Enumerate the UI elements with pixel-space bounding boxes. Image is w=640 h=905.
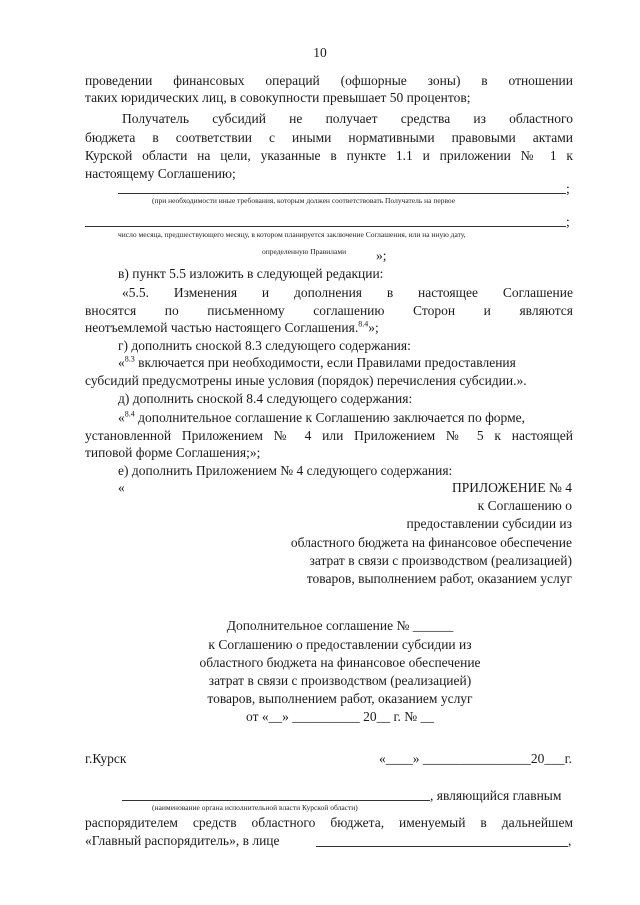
city-label: г.Курск — [85, 751, 127, 766]
text-line: в) пункт 5.5 изложить в следующей редакции: — [118, 266, 384, 281]
text-line: установленной Приложением № 4 или Приложением № 5 к настоящей — [85, 428, 573, 443]
blank-line — [316, 846, 568, 847]
doc-title-line: областного бюджета на финансовое обеспечение — [199, 655, 481, 670]
text-line: «$^{8.4}$ дополнительное соглашение к Соглашению заключается по форме, — [118, 409, 526, 425]
appendix-line: областного бюджета на финансовое обеспечение — [290, 535, 572, 550]
text-line: Курской области на цели, указанные в пункте 1.1 и приложении № 1 к — [85, 148, 573, 163]
text-line: «5.5. Изменения и дополнения в настоящее Соглашение — [122, 285, 573, 300]
text-line: , являющийся главным — [430, 788, 562, 803]
text-line: е) дополнить Приложением № 4 следующего содержания: — [118, 463, 453, 478]
doc-title-line: к Соглашению о предоставлении субсидии из — [208, 637, 472, 652]
text-line: г) дополнить сноской 8.3 следующего содержания: — [118, 338, 411, 353]
text-line: Получатель субсидий не получает средства из областного — [122, 111, 573, 126]
text-line: бюджета в соответствии с иными нормативными правовыми актами — [85, 130, 573, 145]
text-line: распорядителем средств областного бюджета, именуемый в дальнейшем — [85, 815, 573, 830]
text-line: вносятся по письменному соглашению Сторон и являются — [85, 303, 573, 318]
doc-title-line: от «__» __________ 20__ г. № __ — [246, 709, 434, 724]
date-field: «____» ________________20___г. — [378, 751, 572, 766]
doc-title-line: затрат в связи с производством (реализацией) — [208, 673, 472, 688]
footnote-hint: (наименование органа исполнительной власти Курской области) — [152, 803, 358, 812]
punctuation: , — [568, 833, 572, 848]
text-line: «$^{8.3}$ включается при необходимости, если Правилами предоставления — [118, 354, 516, 370]
footnote-hint: определенную Правилами — [262, 247, 347, 256]
blank-line — [122, 800, 430, 801]
punctuation: ; — [566, 181, 570, 196]
footnote-hint: число месяца, предшествующего месяцу, в котором планируется заключение Соглашения, или на иную дату, — [118, 230, 466, 239]
punctuation: ; — [566, 214, 570, 229]
page-number: 10 — [313, 45, 327, 60]
text-line: типовой форме Соглашения;»; — [85, 445, 261, 460]
blank-line — [118, 193, 566, 194]
appendix-line: предоставлении субсидии из — [406, 516, 572, 531]
text-line: настоящему Соглашению; — [85, 166, 236, 181]
appendix-line: затрат в связи с производством (реализацией) — [309, 553, 572, 568]
text-line: субсидий предусмотрены иные условия (порядок) перечисления субсидии.». — [85, 373, 527, 388]
text-line: таких юридических лиц, в совокупности превышает 50 процентов; — [85, 90, 471, 105]
punctuation: »; — [376, 248, 387, 263]
text-line: проведении финансовых операций (офшорные зоны) в отношении — [85, 73, 573, 88]
blank-line — [85, 226, 566, 227]
doc-title-line: товаров, выполнением работ, оказанием услуг — [207, 691, 473, 706]
footnote-hint: (при необходимости иные требования, которым должен соответствовать Получатель на первое — [152, 196, 456, 205]
punctuation: « — [118, 480, 125, 495]
appendix-line: к Соглашению о — [477, 498, 572, 513]
appendix-line: товаров, выполнением работ, оказанием услуг — [306, 571, 572, 586]
text-line: «Главный распорядитель», в лице — [85, 833, 280, 848]
doc-title: Дополнительное соглашение № ______ — [226, 618, 454, 633]
text-line: неотъемлемой частью настоящего Соглашения.$^{8.4}$»; — [85, 319, 379, 335]
text-line: д) дополнить сноской 8.4 следующего содержания: — [118, 391, 413, 406]
appendix-heading: ПРИЛОЖЕНИЕ № 4 — [451, 480, 572, 495]
